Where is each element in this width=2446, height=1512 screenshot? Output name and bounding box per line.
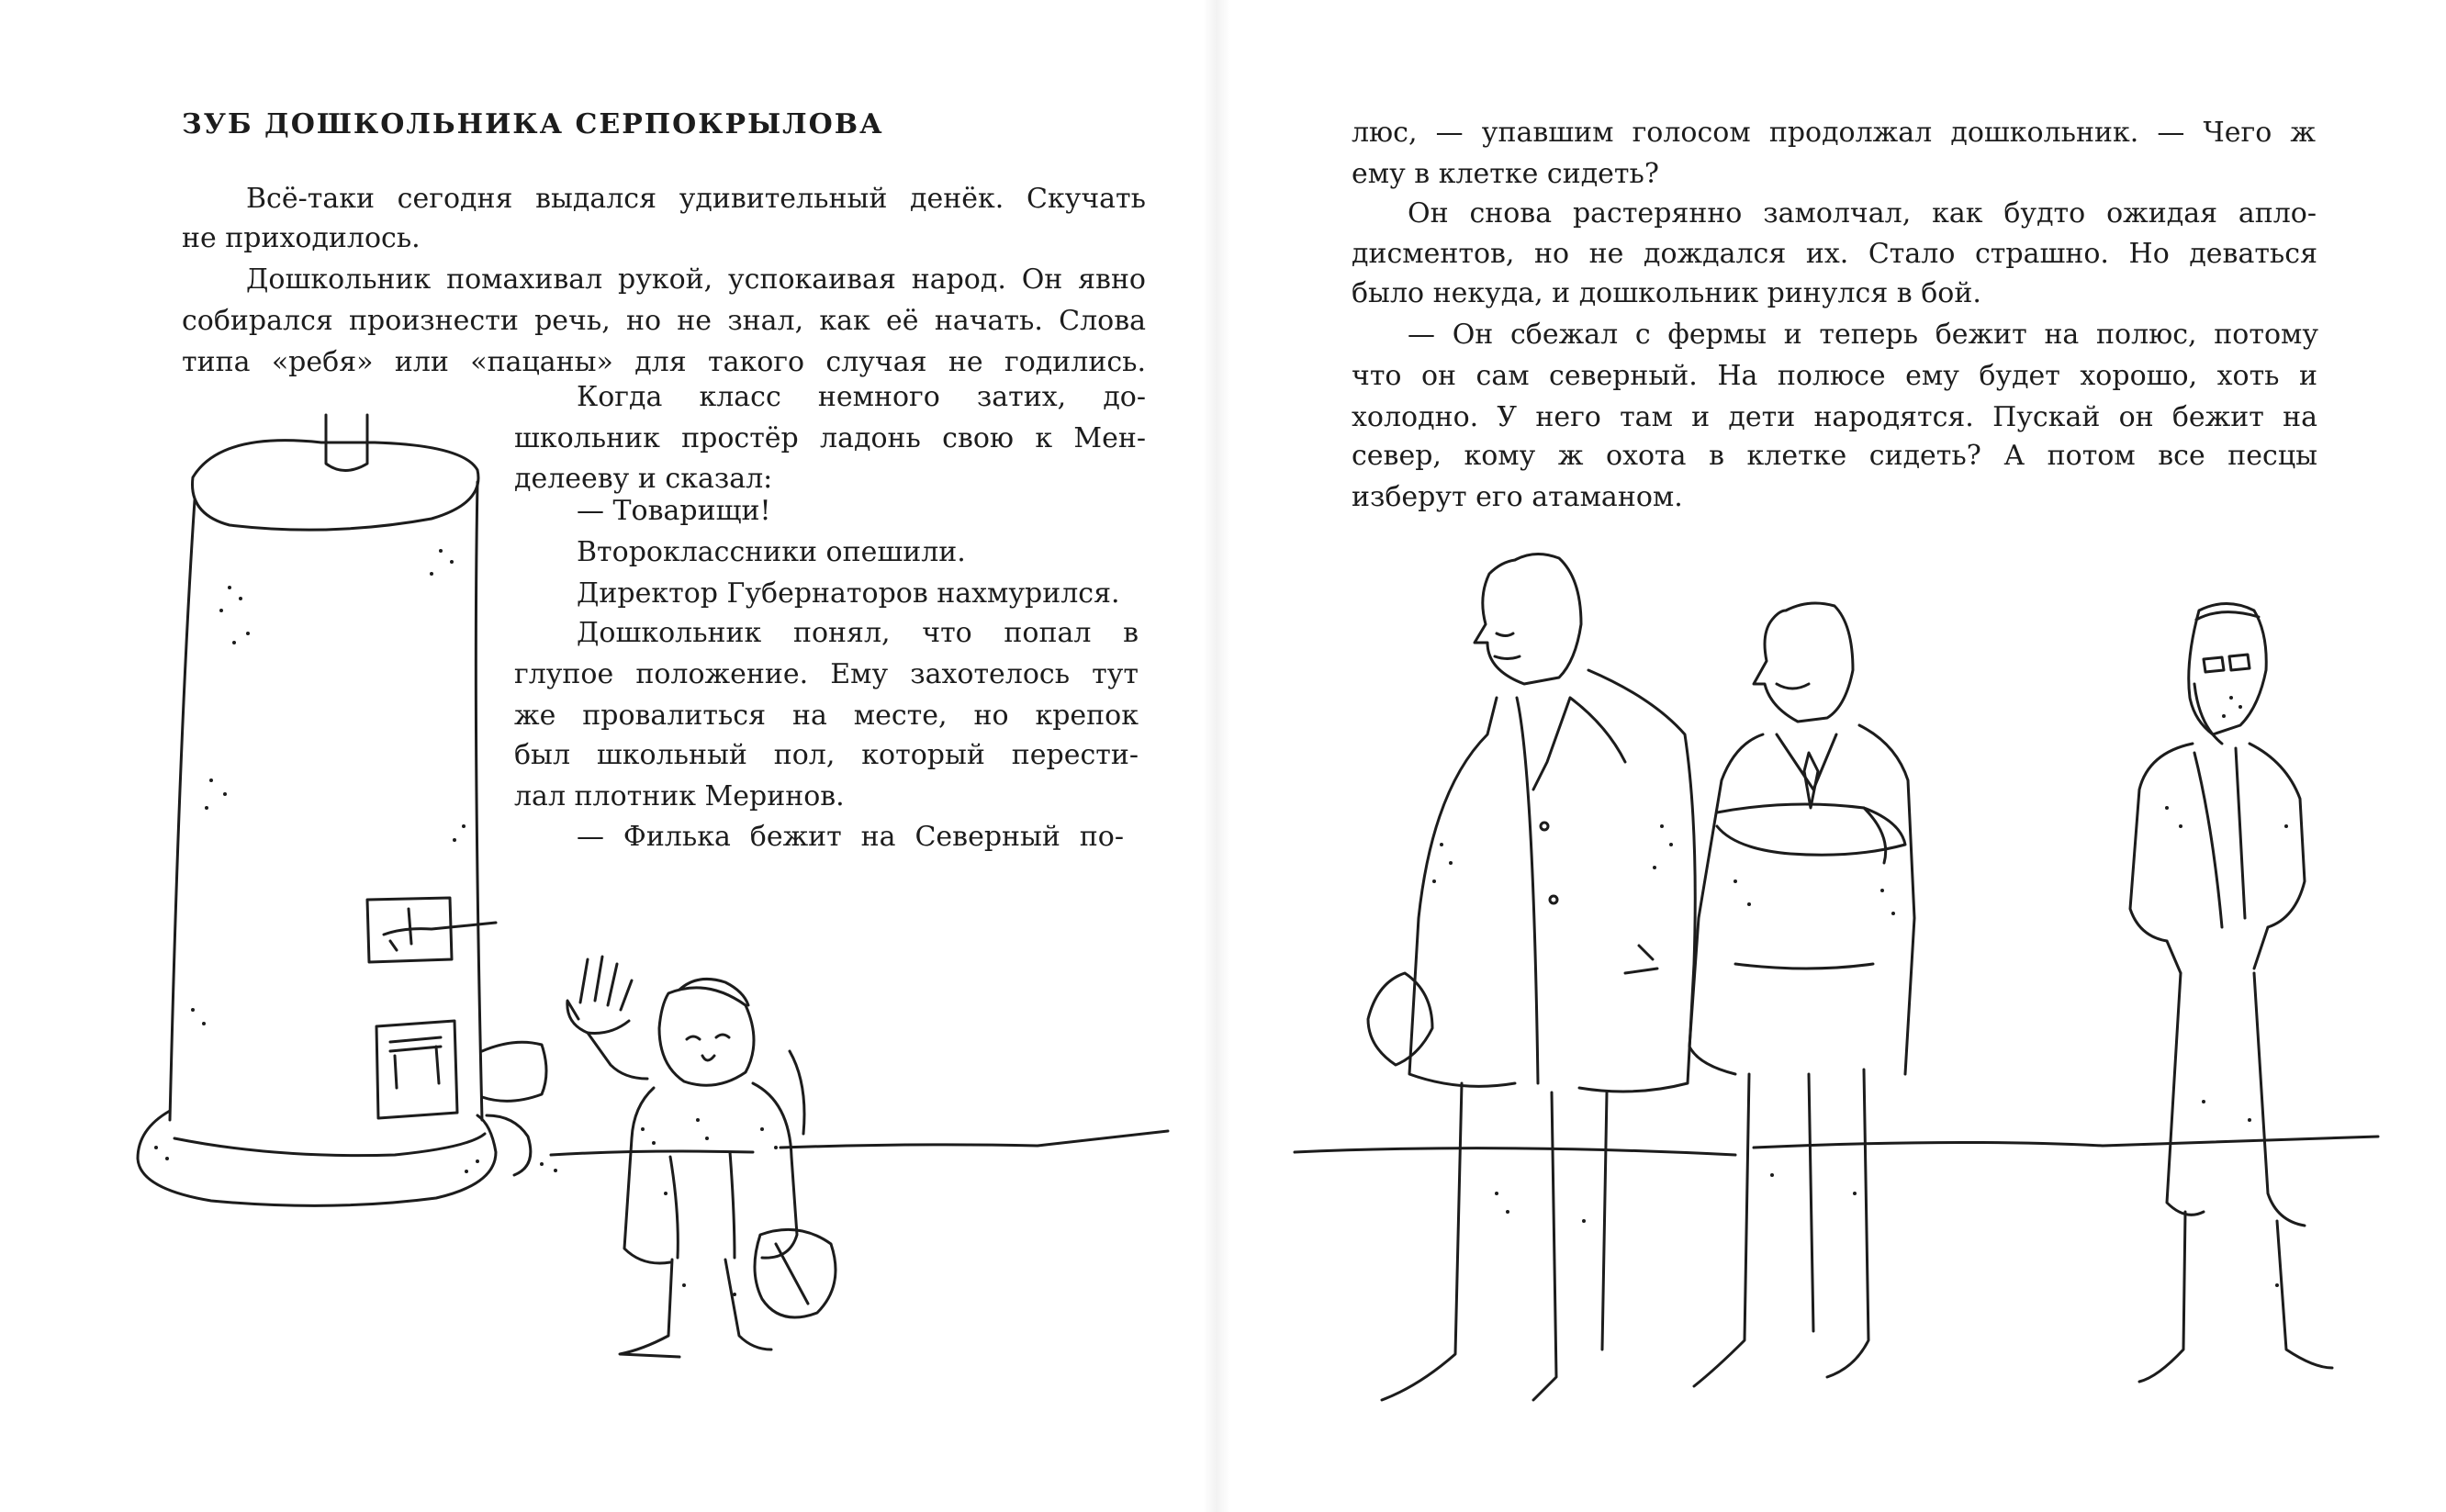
text-line: — Товарищи!	[577, 495, 771, 527]
text-line: ему в клетке сидеть?	[1352, 158, 1659, 190]
text-line: не приходилось.	[182, 222, 421, 254]
text-line: изберут его атаманом.	[1352, 481, 1683, 513]
text-line: — Он сбежал с фермы и теперь бежит на полюс, потому	[1408, 319, 2318, 351]
text-line: типа «ребя» или «пацаны» для такого случая не годились.	[182, 346, 1146, 378]
text-line: холодно. У него там и дети народятся. Пускай он бежит на	[1352, 401, 2317, 433]
text-line: лал плотник Меринов.	[514, 780, 845, 812]
text-line: север, кому ж охота в клетке сидеть? А потом все песцы	[1352, 440, 2317, 472]
text-line: же провалиться на месте, но крепок	[514, 700, 1139, 732]
text-line: Всё-таки сегодня выдался удивительный денёк. Скучать	[246, 183, 1146, 215]
text-line: делееву и сказал:	[514, 463, 773, 495]
men-illustration	[1221, 0, 2446, 1512]
text-line: что он сам северный. На полюсе ему будет хорошо, хоть и	[1352, 360, 2317, 392]
text-line: Он снова растерянно замолчал, как будто ожидая апло-	[1408, 197, 2317, 230]
text-line: был школьный пол, который перести-	[514, 739, 1139, 771]
text-line: — Филька бежит на Северный по-	[577, 821, 1124, 853]
text-line: люс, — упавшим голосом продолжал дошкольник. — Чего ж	[1352, 117, 2316, 149]
text-line: Второклассники опешили.	[577, 536, 966, 568]
text-line: глупое положение. Ему захотелось тут	[514, 658, 1139, 690]
right-page	[1221, 0, 2446, 1512]
chapter-title: ЗУБ ДОШКОЛЬНИКА СЕРПОКРЫЛОВА	[182, 108, 884, 140]
text-line: Дошкольник помахивал рукой, успокаивая народ. Он явно	[246, 263, 1146, 296]
text-line: было некуда, и дошкольник ринулся в бой.	[1352, 277, 1981, 309]
text-line: собирался произнести речь, но не знал, как её начать. Слова	[182, 305, 1146, 337]
text-line: Дошкольник понял, что попал в	[577, 617, 1139, 649]
left-page	[0, 0, 1194, 1512]
text-line: Когда класс немного затих, до-	[577, 381, 1146, 413]
boy-illustration	[0, 0, 1194, 1512]
text-line: дисментов, но не дождался их. Стало страшно. Но деваться	[1352, 238, 2317, 270]
text-line: школьник простёр ладонь свою к Мен-	[514, 422, 1146, 454]
text-line: Директор Губернаторов нахмурился.	[577, 577, 1120, 610]
